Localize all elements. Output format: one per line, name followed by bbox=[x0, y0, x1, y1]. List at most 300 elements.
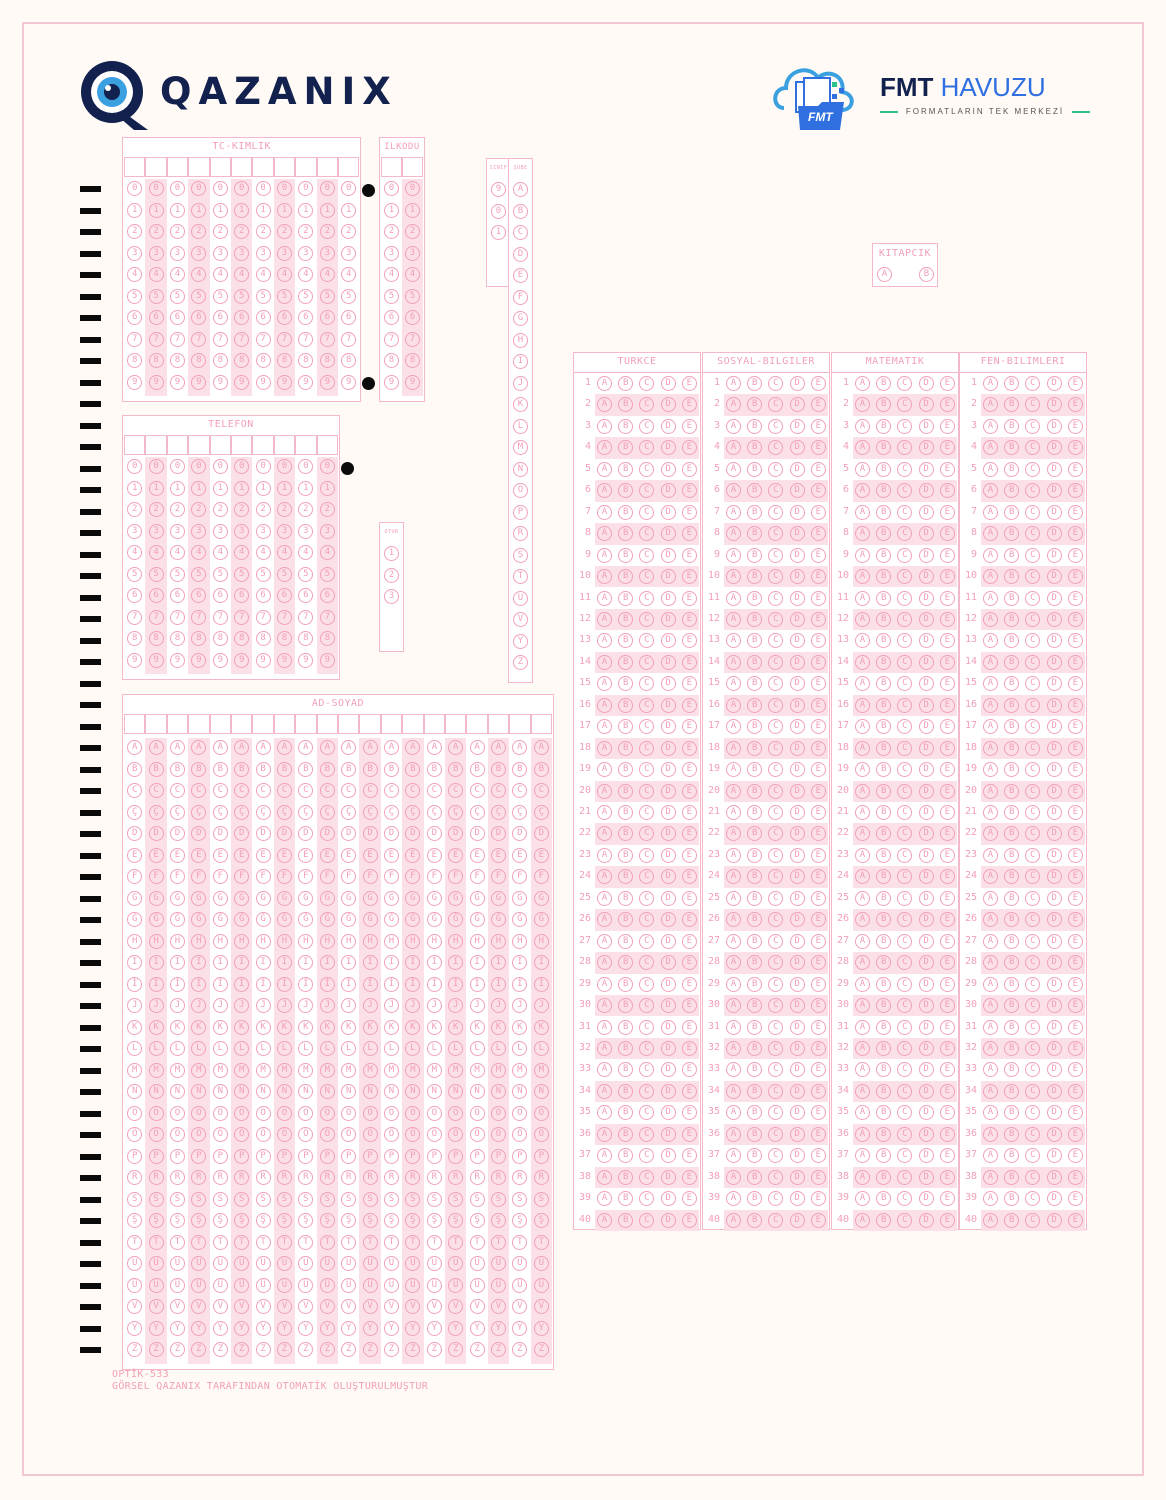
answer-bubble[interactable]: E bbox=[1068, 1062, 1083, 1077]
tc-kimlik-bubble[interactable]: 4 bbox=[320, 267, 335, 282]
answer-bubble[interactable]: A bbox=[983, 848, 998, 863]
ad-soyad-bubble[interactable]: Ğ bbox=[341, 912, 356, 927]
ad-soyad-bubble[interactable]: R bbox=[191, 1170, 206, 1185]
answer-bubble[interactable]: C bbox=[768, 612, 783, 627]
answer-bubble[interactable]: E bbox=[682, 826, 697, 841]
ad-soyad-bubble[interactable]: H bbox=[363, 934, 378, 949]
answer-bubble[interactable]: D bbox=[919, 955, 934, 970]
ad-soyad-bubble[interactable]: E bbox=[491, 848, 506, 863]
answer-bubble[interactable]: A bbox=[726, 612, 741, 627]
answer-bubble[interactable]: D bbox=[919, 698, 934, 713]
answer-bubble[interactable]: B bbox=[1004, 440, 1019, 455]
answer-bubble[interactable]: E bbox=[682, 1191, 697, 1206]
answer-bubble[interactable]: D bbox=[919, 1084, 934, 1099]
oturum-bubble[interactable]: 2 bbox=[384, 568, 399, 583]
answer-bubble[interactable]: A bbox=[597, 1170, 612, 1185]
answer-bubble[interactable]: C bbox=[768, 1170, 783, 1185]
answer-bubble[interactable]: B bbox=[876, 912, 891, 927]
ad-soyad-bubble[interactable]: O bbox=[384, 1106, 399, 1121]
ad-soyad-bubble[interactable]: S bbox=[341, 1192, 356, 1207]
ad-soyad-bubble[interactable]: Z bbox=[234, 1342, 249, 1357]
answer-bubble[interactable]: D bbox=[1047, 633, 1062, 648]
ad-soyad-bubble[interactable]: J bbox=[470, 998, 485, 1013]
answer-bubble[interactable]: D bbox=[790, 1191, 805, 1206]
answer-bubble[interactable]: D bbox=[919, 1041, 934, 1056]
answer-bubble[interactable]: B bbox=[1004, 826, 1019, 841]
answer-bubble[interactable]: A bbox=[597, 1084, 612, 1099]
answer-bubble[interactable]: D bbox=[1047, 655, 1062, 670]
answer-bubble[interactable]: E bbox=[1068, 805, 1083, 820]
ad-soyad-bubble[interactable]: A bbox=[448, 740, 463, 755]
answer-bubble[interactable]: B bbox=[876, 462, 891, 477]
answer-bubble[interactable]: A bbox=[726, 1127, 741, 1142]
ad-soyad-bubble[interactable]: O bbox=[127, 1106, 142, 1121]
ad-soyad-bubble[interactable]: Ç bbox=[363, 805, 378, 820]
answer-bubble[interactable]: B bbox=[618, 462, 633, 477]
ad-soyad-bubble[interactable]: Z bbox=[341, 1342, 356, 1357]
ad-soyad-bubble[interactable]: H bbox=[234, 934, 249, 949]
answer-bubble[interactable]: A bbox=[855, 1062, 870, 1077]
answer-bubble[interactable]: C bbox=[639, 1105, 654, 1120]
ad-soyad-bubble[interactable]: Ö bbox=[470, 1127, 485, 1142]
answer-bubble[interactable]: D bbox=[661, 698, 676, 713]
ad-soyad-bubble[interactable]: E bbox=[384, 848, 399, 863]
telefon-bubble[interactable]: 2 bbox=[277, 502, 292, 517]
answer-bubble[interactable]: D bbox=[919, 1170, 934, 1185]
answer-bubble[interactable]: B bbox=[618, 548, 633, 563]
sube-bubble[interactable]: A bbox=[513, 182, 528, 197]
tc-kimlik-bubble[interactable]: 2 bbox=[298, 224, 313, 239]
answer-bubble[interactable]: D bbox=[661, 762, 676, 777]
ad-soyad-bubble[interactable]: O bbox=[512, 1106, 527, 1121]
sinif-bubble[interactable]: 1 bbox=[491, 225, 506, 240]
answer-bubble[interactable]: B bbox=[876, 440, 891, 455]
answer-bubble[interactable]: D bbox=[1047, 612, 1062, 627]
answer-bubble[interactable]: B bbox=[876, 483, 891, 498]
telefon-bubble[interactable]: 0 bbox=[277, 459, 292, 474]
ad-soyad-write-box[interactable] bbox=[509, 714, 530, 734]
ad-soyad-bubble[interactable]: R bbox=[213, 1170, 228, 1185]
answer-bubble[interactable]: D bbox=[1047, 912, 1062, 927]
ilkodu-bubble[interactable]: 6 bbox=[405, 310, 420, 325]
tc-kimlik-bubble[interactable]: 9 bbox=[341, 375, 356, 390]
answer-bubble[interactable]: D bbox=[1047, 591, 1062, 606]
answer-bubble[interactable]: B bbox=[1004, 719, 1019, 734]
answer-bubble[interactable]: C bbox=[1025, 869, 1040, 884]
ad-soyad-bubble[interactable]: K bbox=[491, 1020, 506, 1035]
tc-kimlik-bubble[interactable]: 1 bbox=[149, 203, 164, 218]
ad-soyad-bubble[interactable]: Y bbox=[534, 1321, 549, 1336]
ad-soyad-bubble[interactable]: U bbox=[534, 1256, 549, 1271]
ad-soyad-bubble[interactable]: C bbox=[427, 783, 442, 798]
ad-soyad-bubble[interactable]: D bbox=[491, 826, 506, 841]
ad-soyad-bubble[interactable]: Ğ bbox=[491, 912, 506, 927]
ad-soyad-bubble[interactable]: M bbox=[491, 1063, 506, 1078]
answer-bubble[interactable]: C bbox=[897, 826, 912, 841]
ad-soyad-bubble[interactable]: Ğ bbox=[470, 912, 485, 927]
answer-bubble[interactable]: C bbox=[639, 1062, 654, 1077]
ad-soyad-bubble[interactable]: P bbox=[320, 1149, 335, 1164]
ad-soyad-bubble[interactable]: L bbox=[191, 1041, 206, 1056]
ad-soyad-bubble[interactable]: T bbox=[256, 1235, 271, 1250]
tc-kimlik-bubble[interactable]: 9 bbox=[170, 375, 185, 390]
tc-kimlik-bubble[interactable]: 4 bbox=[256, 267, 271, 282]
telefon-bubble[interactable]: 6 bbox=[149, 588, 164, 603]
answer-bubble[interactable]: A bbox=[855, 440, 870, 455]
answer-bubble[interactable]: E bbox=[682, 419, 697, 434]
telefon-bubble[interactable]: 6 bbox=[277, 588, 292, 603]
answer-bubble[interactable]: D bbox=[919, 548, 934, 563]
answer-bubble[interactable]: A bbox=[855, 655, 870, 670]
answer-bubble[interactable]: E bbox=[1068, 591, 1083, 606]
answer-bubble[interactable]: C bbox=[1025, 934, 1040, 949]
tc-kimlik-bubble[interactable]: 1 bbox=[191, 203, 206, 218]
answer-bubble[interactable]: D bbox=[661, 505, 676, 520]
ad-soyad-bubble[interactable]: E bbox=[256, 848, 271, 863]
answer-bubble[interactable]: B bbox=[1004, 805, 1019, 820]
ad-soyad-bubble[interactable]: B bbox=[384, 762, 399, 777]
ad-soyad-bubble[interactable]: R bbox=[234, 1170, 249, 1185]
ad-soyad-write-box[interactable] bbox=[252, 714, 273, 734]
answer-bubble[interactable]: B bbox=[747, 655, 762, 670]
ad-soyad-bubble[interactable]: M bbox=[234, 1063, 249, 1078]
ad-soyad-bubble[interactable]: Ğ bbox=[191, 912, 206, 927]
answer-bubble[interactable]: A bbox=[855, 1105, 870, 1120]
answer-bubble[interactable]: B bbox=[1004, 1041, 1019, 1056]
answer-bubble[interactable]: A bbox=[726, 698, 741, 713]
answer-bubble[interactable]: D bbox=[919, 419, 934, 434]
answer-bubble[interactable]: E bbox=[940, 784, 955, 799]
ad-soyad-bubble[interactable]: N bbox=[363, 1084, 378, 1099]
tc-kimlik-bubble[interactable]: 3 bbox=[191, 246, 206, 261]
answer-bubble[interactable]: B bbox=[1004, 633, 1019, 648]
answer-bubble[interactable]: C bbox=[768, 1127, 783, 1142]
tc-kimlik-bubble[interactable]: 7 bbox=[341, 332, 356, 347]
answer-bubble[interactable]: A bbox=[855, 591, 870, 606]
ad-soyad-bubble[interactable]: Ü bbox=[213, 1278, 228, 1293]
answer-bubble[interactable]: A bbox=[855, 569, 870, 584]
answer-bubble[interactable]: C bbox=[897, 397, 912, 412]
answer-bubble[interactable]: A bbox=[597, 805, 612, 820]
ad-soyad-bubble[interactable]: M bbox=[470, 1063, 485, 1078]
telefon-bubble[interactable]: 5 bbox=[127, 567, 142, 582]
ad-soyad-bubble[interactable]: V bbox=[491, 1299, 506, 1314]
ad-soyad-bubble[interactable]: N bbox=[448, 1084, 463, 1099]
answer-bubble[interactable]: B bbox=[618, 1020, 633, 1035]
ad-soyad-bubble[interactable]: P bbox=[149, 1149, 164, 1164]
ad-soyad-bubble[interactable]: O bbox=[256, 1106, 271, 1121]
ad-soyad-bubble[interactable]: F bbox=[298, 869, 313, 884]
telefon-bubble[interactable]: 9 bbox=[149, 653, 164, 668]
answer-bubble[interactable]: B bbox=[876, 934, 891, 949]
answer-bubble[interactable]: C bbox=[1025, 376, 1040, 391]
answer-bubble[interactable]: D bbox=[919, 719, 934, 734]
ilkodu-bubble[interactable]: 8 bbox=[384, 353, 399, 368]
answer-bubble[interactable]: C bbox=[1025, 633, 1040, 648]
ad-soyad-bubble[interactable]: G bbox=[470, 891, 485, 906]
ad-soyad-bubble[interactable]: S bbox=[256, 1192, 271, 1207]
answer-bubble[interactable]: A bbox=[983, 505, 998, 520]
ad-soyad-bubble[interactable]: Ğ bbox=[534, 912, 549, 927]
answer-bubble[interactable]: B bbox=[618, 612, 633, 627]
ad-soyad-bubble[interactable]: N bbox=[191, 1084, 206, 1099]
answer-bubble[interactable]: B bbox=[618, 440, 633, 455]
ad-soyad-bubble[interactable]: K bbox=[320, 1020, 335, 1035]
answer-bubble[interactable]: A bbox=[597, 397, 612, 412]
answer-bubble[interactable]: A bbox=[983, 891, 998, 906]
answer-bubble[interactable]: E bbox=[1068, 977, 1083, 992]
ad-soyad-bubble[interactable]: Ğ bbox=[170, 912, 185, 927]
answer-bubble[interactable]: B bbox=[1004, 376, 1019, 391]
answer-bubble[interactable]: C bbox=[639, 1191, 654, 1206]
answer-bubble[interactable]: D bbox=[1047, 762, 1062, 777]
ad-soyad-bubble[interactable]: İ bbox=[512, 977, 527, 992]
ad-soyad-bubble[interactable]: N bbox=[149, 1084, 164, 1099]
ad-soyad-bubble[interactable]: A bbox=[534, 740, 549, 755]
ad-soyad-bubble[interactable]: G bbox=[405, 891, 420, 906]
answer-bubble[interactable]: D bbox=[661, 633, 676, 648]
answer-bubble[interactable]: B bbox=[618, 741, 633, 756]
tc-kimlik-bubble[interactable]: 0 bbox=[149, 181, 164, 196]
ad-soyad-bubble[interactable]: B bbox=[127, 762, 142, 777]
ad-soyad-bubble[interactable]: I bbox=[191, 955, 206, 970]
ad-soyad-bubble[interactable]: Ö bbox=[127, 1127, 142, 1142]
ad-soyad-bubble[interactable]: B bbox=[491, 762, 506, 777]
tc-kimlik-bubble[interactable]: 2 bbox=[213, 224, 228, 239]
ad-soyad-bubble[interactable]: J bbox=[363, 998, 378, 1013]
answer-bubble[interactable]: C bbox=[639, 440, 654, 455]
answer-bubble[interactable]: E bbox=[1068, 912, 1083, 927]
answer-bubble[interactable]: B bbox=[876, 376, 891, 391]
ad-soyad-bubble[interactable]: P bbox=[363, 1149, 378, 1164]
answer-bubble[interactable]: B bbox=[747, 998, 762, 1013]
ad-soyad-bubble[interactable]: Z bbox=[491, 1342, 506, 1357]
answer-bubble[interactable]: D bbox=[790, 548, 805, 563]
sinif-bubble[interactable]: 9 bbox=[491, 182, 506, 197]
ad-soyad-bubble[interactable]: T bbox=[277, 1235, 292, 1250]
answer-bubble[interactable]: D bbox=[790, 741, 805, 756]
tc-kimlik-bubble[interactable]: 7 bbox=[234, 332, 249, 347]
telefon-bubble[interactable]: 0 bbox=[298, 459, 313, 474]
telefon-bubble[interactable]: 4 bbox=[298, 545, 313, 560]
ad-soyad-bubble[interactable]: J bbox=[534, 998, 549, 1013]
tc-kimlik-bubble[interactable]: 9 bbox=[149, 375, 164, 390]
answer-bubble[interactable]: E bbox=[811, 719, 826, 734]
answer-bubble[interactable]: E bbox=[811, 505, 826, 520]
answer-bubble[interactable]: E bbox=[682, 548, 697, 563]
telefon-bubble[interactable]: 7 bbox=[277, 610, 292, 625]
answer-bubble[interactable]: D bbox=[661, 826, 676, 841]
sube-bubble[interactable]: J bbox=[513, 376, 528, 391]
ad-soyad-write-box[interactable] bbox=[445, 714, 466, 734]
answer-bubble[interactable]: B bbox=[876, 1213, 891, 1228]
ad-soyad-bubble[interactable]: D bbox=[363, 826, 378, 841]
answer-bubble[interactable]: A bbox=[726, 483, 741, 498]
answer-bubble[interactable]: B bbox=[1004, 848, 1019, 863]
answer-bubble[interactable]: D bbox=[661, 591, 676, 606]
answer-bubble[interactable]: A bbox=[983, 548, 998, 563]
answer-bubble[interactable]: E bbox=[811, 1148, 826, 1163]
ad-soyad-bubble[interactable]: A bbox=[384, 740, 399, 755]
ad-soyad-bubble[interactable]: M bbox=[448, 1063, 463, 1078]
telefon-bubble[interactable]: 3 bbox=[298, 524, 313, 539]
answer-bubble[interactable]: D bbox=[1047, 1127, 1062, 1142]
ad-soyad-bubble[interactable]: I bbox=[363, 955, 378, 970]
ad-soyad-bubble[interactable]: Ö bbox=[149, 1127, 164, 1142]
ad-soyad-bubble[interactable]: İ bbox=[320, 977, 335, 992]
ad-soyad-bubble[interactable]: B bbox=[298, 762, 313, 777]
telefon-bubble[interactable]: 2 bbox=[127, 502, 142, 517]
ad-soyad-bubble[interactable]: N bbox=[470, 1084, 485, 1099]
answer-bubble[interactable]: E bbox=[811, 569, 826, 584]
tc-kimlik-write-box[interactable] bbox=[252, 157, 273, 177]
tc-kimlik-bubble[interactable]: 8 bbox=[234, 353, 249, 368]
ad-soyad-bubble[interactable]: N bbox=[256, 1084, 271, 1099]
ad-soyad-bubble[interactable]: Ş bbox=[170, 1213, 185, 1228]
answer-bubble[interactable]: C bbox=[1025, 719, 1040, 734]
ad-soyad-bubble[interactable]: V bbox=[384, 1299, 399, 1314]
answer-bubble[interactable]: E bbox=[811, 1084, 826, 1099]
answer-bubble[interactable]: B bbox=[747, 955, 762, 970]
answer-bubble[interactable]: E bbox=[940, 548, 955, 563]
ad-soyad-bubble[interactable]: O bbox=[470, 1106, 485, 1121]
answer-bubble[interactable]: D bbox=[919, 483, 934, 498]
ad-soyad-bubble[interactable]: Ü bbox=[320, 1278, 335, 1293]
answer-bubble[interactable]: A bbox=[726, 1105, 741, 1120]
ad-soyad-bubble[interactable]: P bbox=[405, 1149, 420, 1164]
tc-kimlik-bubble[interactable]: 3 bbox=[277, 246, 292, 261]
ad-soyad-bubble[interactable]: N bbox=[534, 1084, 549, 1099]
ad-soyad-bubble[interactable]: T bbox=[170, 1235, 185, 1250]
answer-bubble[interactable]: A bbox=[855, 977, 870, 992]
answer-bubble[interactable]: C bbox=[897, 483, 912, 498]
tc-kimlik-bubble[interactable]: 0 bbox=[320, 181, 335, 196]
ad-soyad-bubble[interactable]: D bbox=[170, 826, 185, 841]
ilkodu-bubble[interactable]: 0 bbox=[384, 181, 399, 196]
telefon-bubble[interactable]: 1 bbox=[277, 481, 292, 496]
answer-bubble[interactable]: C bbox=[897, 869, 912, 884]
ad-soyad-bubble[interactable]: İ bbox=[384, 977, 399, 992]
answer-bubble[interactable]: A bbox=[597, 1041, 612, 1056]
ad-soyad-bubble[interactable]: Ü bbox=[534, 1278, 549, 1293]
ad-soyad-bubble[interactable]: Z bbox=[512, 1342, 527, 1357]
tc-kimlik-bubble[interactable]: 6 bbox=[320, 310, 335, 325]
answer-bubble[interactable]: E bbox=[682, 741, 697, 756]
tc-kimlik-bubble[interactable]: 9 bbox=[213, 375, 228, 390]
answer-bubble[interactable]: B bbox=[876, 784, 891, 799]
telefon-write-box[interactable] bbox=[145, 435, 166, 455]
answer-bubble[interactable]: D bbox=[1047, 826, 1062, 841]
answer-bubble[interactable]: C bbox=[768, 397, 783, 412]
answer-bubble[interactable]: E bbox=[1068, 612, 1083, 627]
answer-bubble[interactable]: C bbox=[1025, 1084, 1040, 1099]
telefon-bubble[interactable]: 8 bbox=[213, 631, 228, 646]
ad-soyad-bubble[interactable]: S bbox=[470, 1192, 485, 1207]
answer-bubble[interactable]: C bbox=[768, 1062, 783, 1077]
tc-kimlik-bubble[interactable]: 0 bbox=[341, 181, 356, 196]
ad-soyad-bubble[interactable]: P bbox=[191, 1149, 206, 1164]
ad-soyad-write-box[interactable] bbox=[188, 714, 209, 734]
tc-kimlik-bubble[interactable]: 7 bbox=[127, 332, 142, 347]
tc-kimlik-bubble[interactable]: 4 bbox=[298, 267, 313, 282]
telefon-bubble[interactable]: 5 bbox=[298, 567, 313, 582]
ad-soyad-bubble[interactable]: Ş bbox=[512, 1213, 527, 1228]
ad-soyad-bubble[interactable]: K bbox=[470, 1020, 485, 1035]
answer-bubble[interactable]: A bbox=[726, 891, 741, 906]
answer-bubble[interactable]: E bbox=[682, 934, 697, 949]
ad-soyad-bubble[interactable]: V bbox=[470, 1299, 485, 1314]
answer-bubble[interactable]: C bbox=[768, 591, 783, 606]
answer-bubble[interactable]: E bbox=[811, 591, 826, 606]
answer-bubble[interactable]: D bbox=[790, 719, 805, 734]
answer-bubble[interactable]: B bbox=[618, 376, 633, 391]
answer-bubble[interactable]: A bbox=[983, 1020, 998, 1035]
ilkodu-write-box[interactable] bbox=[402, 157, 423, 177]
answer-bubble[interactable]: D bbox=[919, 440, 934, 455]
ad-soyad-bubble[interactable]: E bbox=[534, 848, 549, 863]
answer-bubble[interactable]: B bbox=[876, 505, 891, 520]
answer-bubble[interactable]: A bbox=[855, 826, 870, 841]
telefon-bubble[interactable]: 4 bbox=[170, 545, 185, 560]
ad-soyad-bubble[interactable]: U bbox=[127, 1256, 142, 1271]
ad-soyad-bubble[interactable]: O bbox=[341, 1106, 356, 1121]
answer-bubble[interactable]: B bbox=[747, 1041, 762, 1056]
answer-bubble[interactable]: D bbox=[790, 977, 805, 992]
ad-soyad-bubble[interactable]: E bbox=[512, 848, 527, 863]
ad-soyad-bubble[interactable]: M bbox=[341, 1063, 356, 1078]
answer-bubble[interactable]: B bbox=[747, 569, 762, 584]
telefon-bubble[interactable]: 7 bbox=[127, 610, 142, 625]
ad-soyad-bubble[interactable]: Ç bbox=[405, 805, 420, 820]
answer-bubble[interactable]: C bbox=[768, 1041, 783, 1056]
ad-soyad-bubble[interactable]: L bbox=[448, 1041, 463, 1056]
answer-bubble[interactable]: C bbox=[897, 1213, 912, 1228]
answer-bubble[interactable]: E bbox=[1068, 548, 1083, 563]
ad-soyad-bubble[interactable]: D bbox=[256, 826, 271, 841]
ad-soyad-bubble[interactable]: J bbox=[277, 998, 292, 1013]
ad-soyad-bubble[interactable]: Z bbox=[213, 1342, 228, 1357]
answer-bubble[interactable]: D bbox=[1047, 1020, 1062, 1035]
answer-bubble[interactable]: C bbox=[897, 1148, 912, 1163]
telefon-bubble[interactable]: 8 bbox=[170, 631, 185, 646]
ilkodu-bubble[interactable]: 5 bbox=[384, 289, 399, 304]
answer-bubble[interactable]: C bbox=[639, 977, 654, 992]
answer-bubble[interactable]: C bbox=[768, 462, 783, 477]
answer-bubble[interactable]: C bbox=[639, 998, 654, 1013]
ad-soyad-bubble[interactable]: Ç bbox=[384, 805, 399, 820]
ad-soyad-bubble[interactable]: L bbox=[405, 1041, 420, 1056]
answer-bubble[interactable]: B bbox=[747, 548, 762, 563]
answer-bubble[interactable]: C bbox=[768, 526, 783, 541]
ad-soyad-bubble[interactable]: Ç bbox=[256, 805, 271, 820]
ad-soyad-bubble[interactable]: H bbox=[427, 934, 442, 949]
answer-bubble[interactable]: E bbox=[1068, 376, 1083, 391]
answer-bubble[interactable]: B bbox=[618, 934, 633, 949]
tc-kimlik-bubble[interactable]: 1 bbox=[256, 203, 271, 218]
answer-bubble[interactable]: A bbox=[983, 698, 998, 713]
answer-bubble[interactable]: B bbox=[1004, 934, 1019, 949]
answer-bubble[interactable]: E bbox=[940, 1105, 955, 1120]
ad-soyad-bubble[interactable]: Y bbox=[363, 1321, 378, 1336]
answer-bubble[interactable]: E bbox=[682, 977, 697, 992]
answer-bubble[interactable]: E bbox=[682, 719, 697, 734]
ad-soyad-bubble[interactable]: Ü bbox=[256, 1278, 271, 1293]
answer-bubble[interactable]: D bbox=[661, 483, 676, 498]
answer-bubble[interactable]: D bbox=[919, 612, 934, 627]
ad-soyad-bubble[interactable]: E bbox=[320, 848, 335, 863]
answer-bubble[interactable]: E bbox=[1068, 891, 1083, 906]
ad-soyad-bubble[interactable]: V bbox=[277, 1299, 292, 1314]
